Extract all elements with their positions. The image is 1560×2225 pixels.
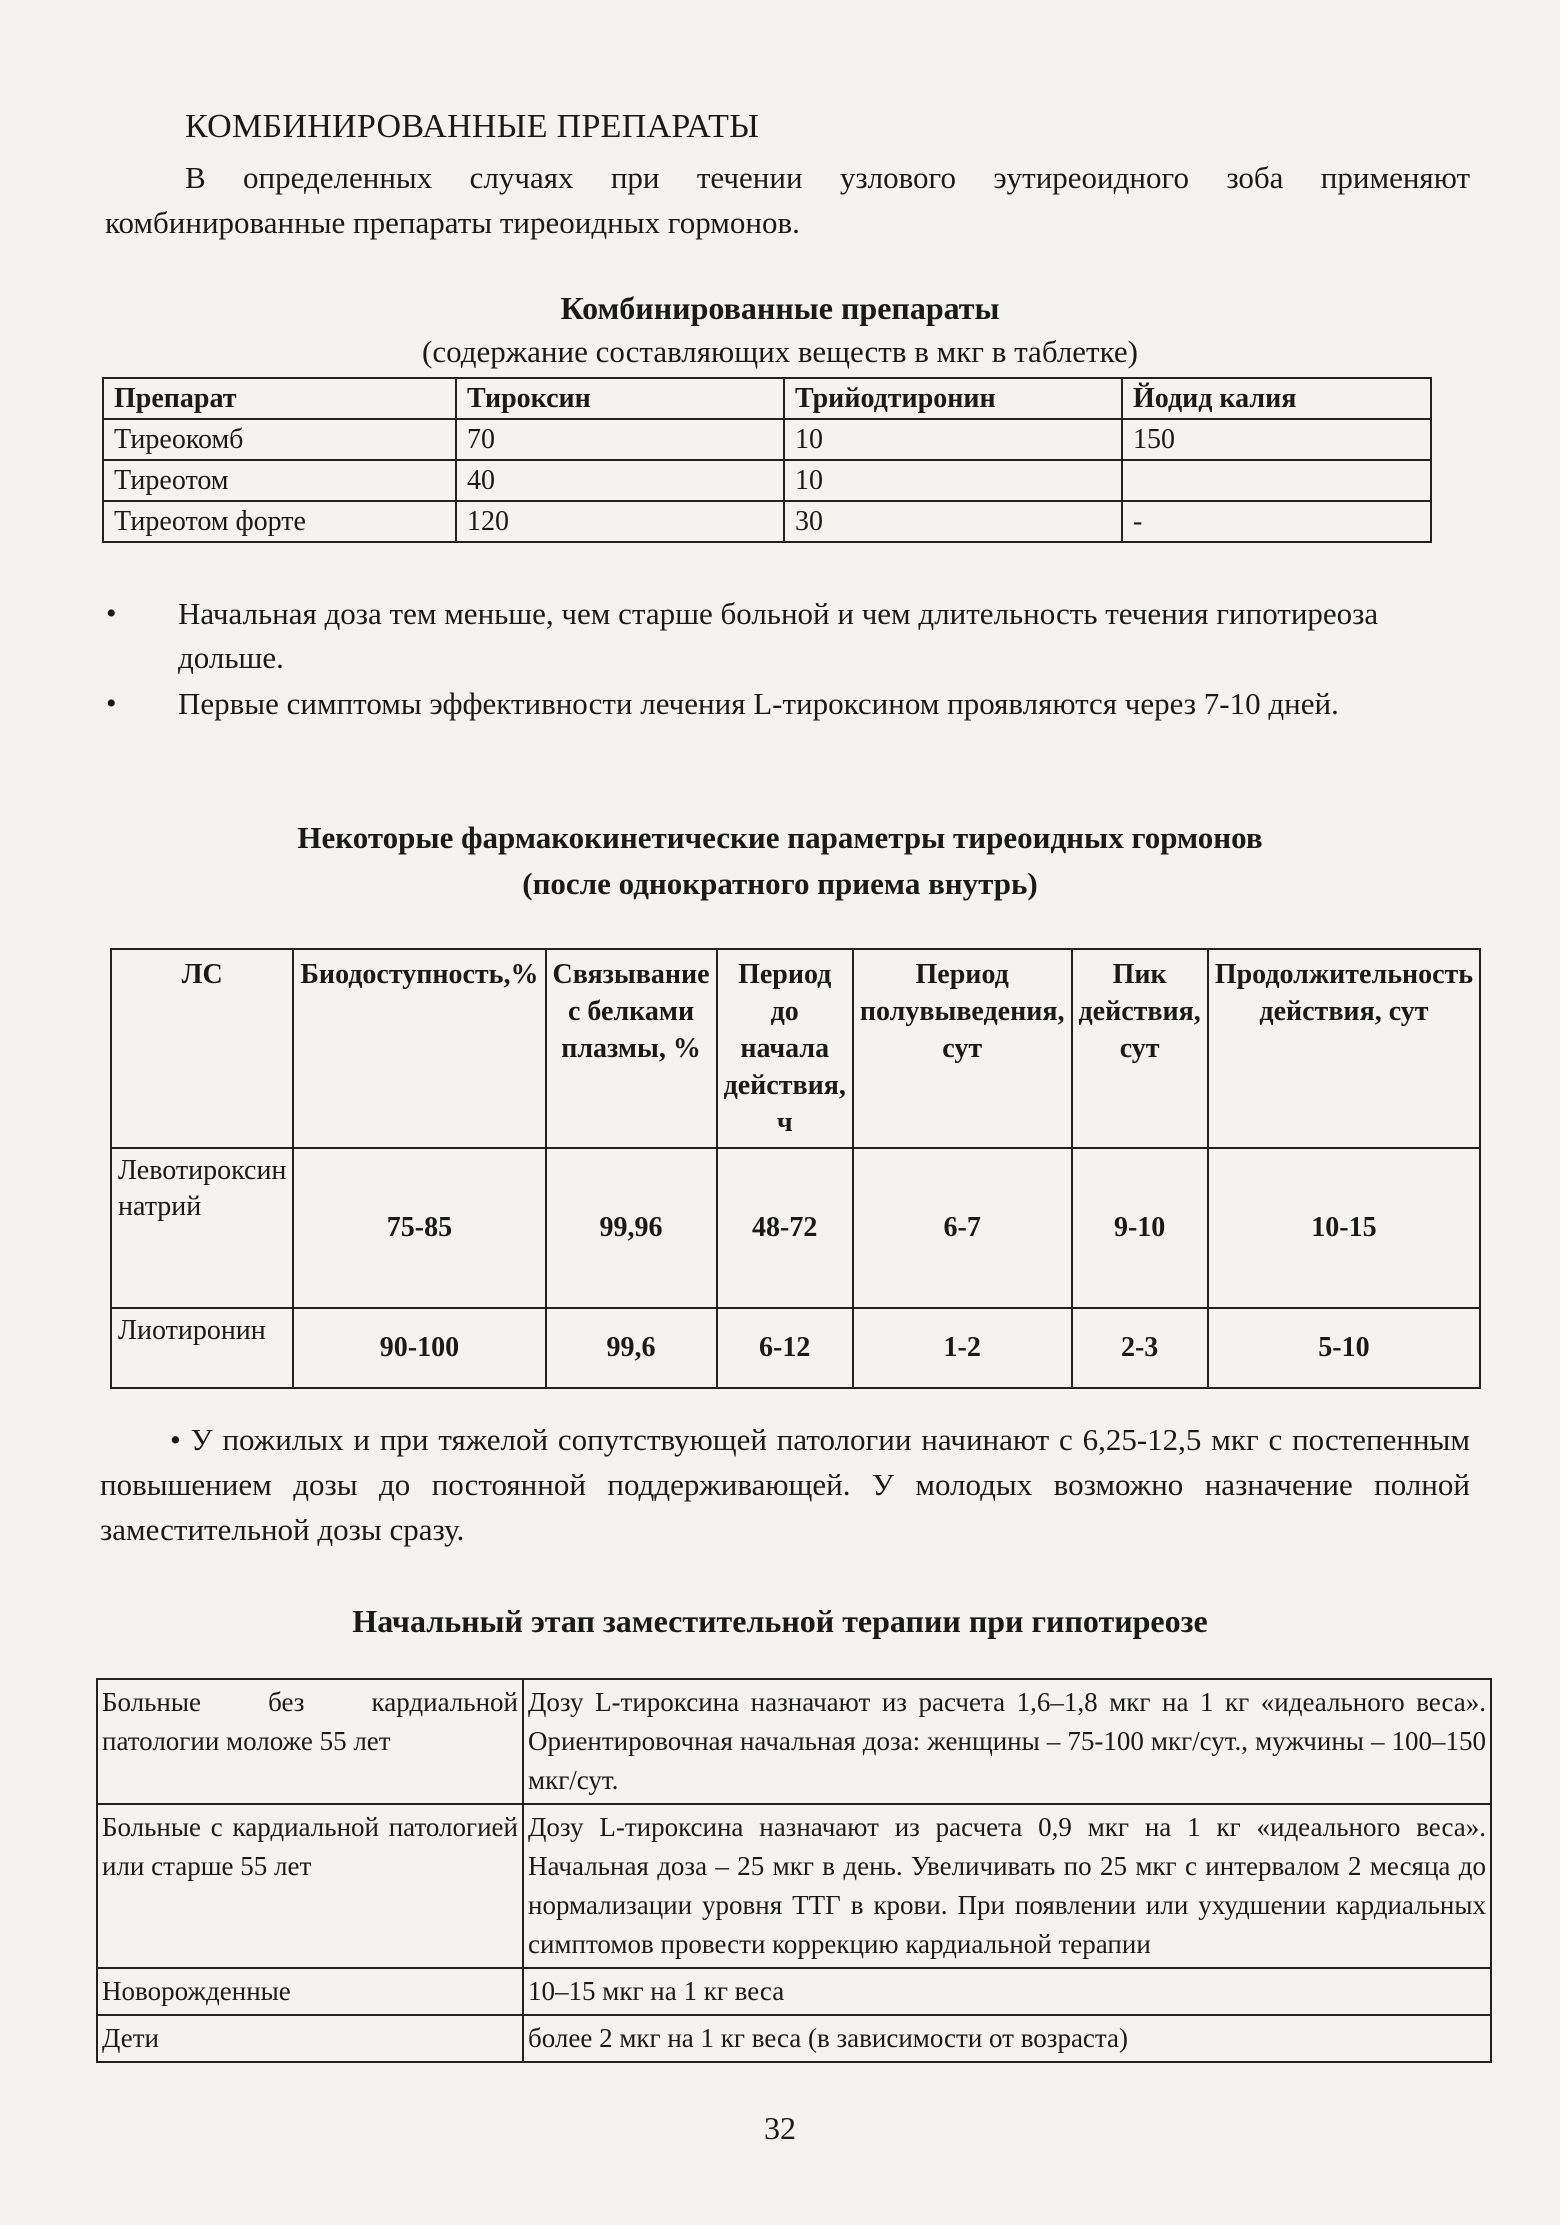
table-row [103,501,1431,542]
table-cell: 30 [784,501,1122,542]
dosage-cell: Дозу L-тироксина назначают из расчета 1,6–1,8 мкг на 1 кг «идеального веса». Ориентировочная начальная доза: женщины – 75-100 мкг/сут., мужчины – 100–150 мкг/сут. [523,1679,1491,1804]
table-cell: 9-10 [1072,1148,1208,1308]
bullet-icon: • [106,597,117,630]
dosage-cell: 10–15 мкг на 1 кг веса [523,1968,1491,2015]
table1-title: Комбинированные препараты [560,290,1000,326]
combined-drugs-table [102,377,1432,543]
section-heading: КОМБИНИРОВАННЫЕ ПРЕПАРАТЫ [185,108,760,145]
table2-title-line1: Некоторые фармакокинетические параметры тиреоидных гормонов [297,820,1263,855]
intro-paragraph: В определенных случаях при течении узлового эутиреоидного зоба применяют комбинированные препараты тиреоидных гормонов. [105,160,1470,240]
header-cell: Пик действия, сут [1072,949,1208,1148]
table-cell: 6-12 [717,1308,853,1388]
header-cell: Препарат [103,378,456,419]
table1-subtitle: (содержание составляющих веществ в мкг в таблетке) [422,334,1138,369]
header-cell: Биодоступность,% [293,949,545,1148]
bullet-item [106,592,1468,680]
bullet-text: Начальная доза тем меньше, чем старше больной и чем длительность течения гипотиреоза дольше. [178,596,1379,675]
table2-title-line2: (после однократного приема внутрь) [522,866,1038,901]
table-cell: 75-85 [293,1148,545,1308]
table-cell: 10 [784,419,1122,460]
bullet-icon: • [106,687,117,720]
table-cell: Тиреокомб [103,419,456,460]
table-row [111,1148,1480,1308]
table-cell: Тиреотом [103,460,456,501]
table-header-row [111,949,1480,1148]
header-cell: Связывание с белками плазмы, % [546,949,717,1148]
table-cell: 150 [1122,419,1431,460]
table-cell: 70 [456,419,784,460]
drug-name-cell: Левотироксин натрий [111,1148,293,1308]
table-row [103,419,1431,460]
patient-group-cell: Больные с кардиальной патологией или старше 55 лет [97,1804,523,1968]
table-row [111,1308,1480,1388]
table-row [103,460,1431,501]
bullet-item [106,682,1468,726]
table-cell: 90-100 [293,1308,545,1388]
table-cell: - [1122,501,1431,542]
table-cell: 10-15 [1208,1148,1480,1308]
table-cell: 10 [784,460,1122,501]
header-cell: ЛС [111,949,293,1148]
table-header-row [103,378,1431,419]
page-number: 32 [764,2110,796,2146]
table-cell: 120 [456,501,784,542]
table-row [97,1968,1491,2015]
dosage-cell: более 2 мкг на 1 кг веса (в зависимости от возраста) [523,2015,1491,2062]
table-cell: 5-10 [1208,1308,1480,1388]
patient-group-cell: Больные без кардиальной патологии моложе 55 лет [97,1679,523,1804]
header-cell: Йодид калия [1122,378,1431,419]
patient-group-cell: Дети [97,2015,523,2062]
table3-title: Начальный этап заместительной терапии при гипотиреозе [352,1603,1208,1639]
table-row [97,1679,1491,1804]
table-cell: 99,96 [546,1148,717,1308]
table-cell: 2-3 [1072,1308,1208,1388]
table-cell: 48-72 [717,1148,853,1308]
table-cell: Тиреотом форте [103,501,456,542]
header-cell: Тироксин [456,378,784,419]
replacement-therapy-table [96,1678,1492,2063]
table-row [97,2015,1491,2062]
bullet-text: Первые симптомы эффективности лечения L-тироксином проявляются через 7-10 дней. [178,686,1339,721]
table-cell: 6-7 [853,1148,1072,1308]
table-cell: 99,6 [546,1308,717,1388]
pharmacokinetics-table [110,948,1481,1389]
patient-group-cell: Новорожденные [97,1968,523,2015]
header-cell: Период до начала действия, ч [717,949,853,1148]
table-cell: 1-2 [853,1308,1072,1388]
header-cell: Продолжительность действия, сут [1208,949,1480,1148]
dosage-cell: Дозу L-тироксина назначают из расчета 0,9 мкг на 1 кг «идеального веса». Начальная доза – 25 мкг в день. Увеличивать по 25 мкг с интервалом 2 месяца до нормализации уровня ТТГ в крови. При появлении или ухудшении кардиальных симптомов провести коррекцию кардиальной терапии [523,1804,1491,1968]
header-cell: Период полувыведения, сут [853,949,1072,1148]
table-cell [1122,460,1431,501]
note-paragraph: • У пожилых и при тяжелой сопутствующей патологии начинают с 6,25-12,5 мкг с постепенным повышением дозы до постоянной поддерживающей. У молодых возможно назначение полной заместительной дозы сразу. [100,1422,1470,1547]
table-row [97,1804,1491,1968]
drug-name-cell: Лиотиронин [111,1308,293,1388]
header-cell: Трийодтиронин [784,378,1122,419]
table-cell: 40 [456,460,784,501]
